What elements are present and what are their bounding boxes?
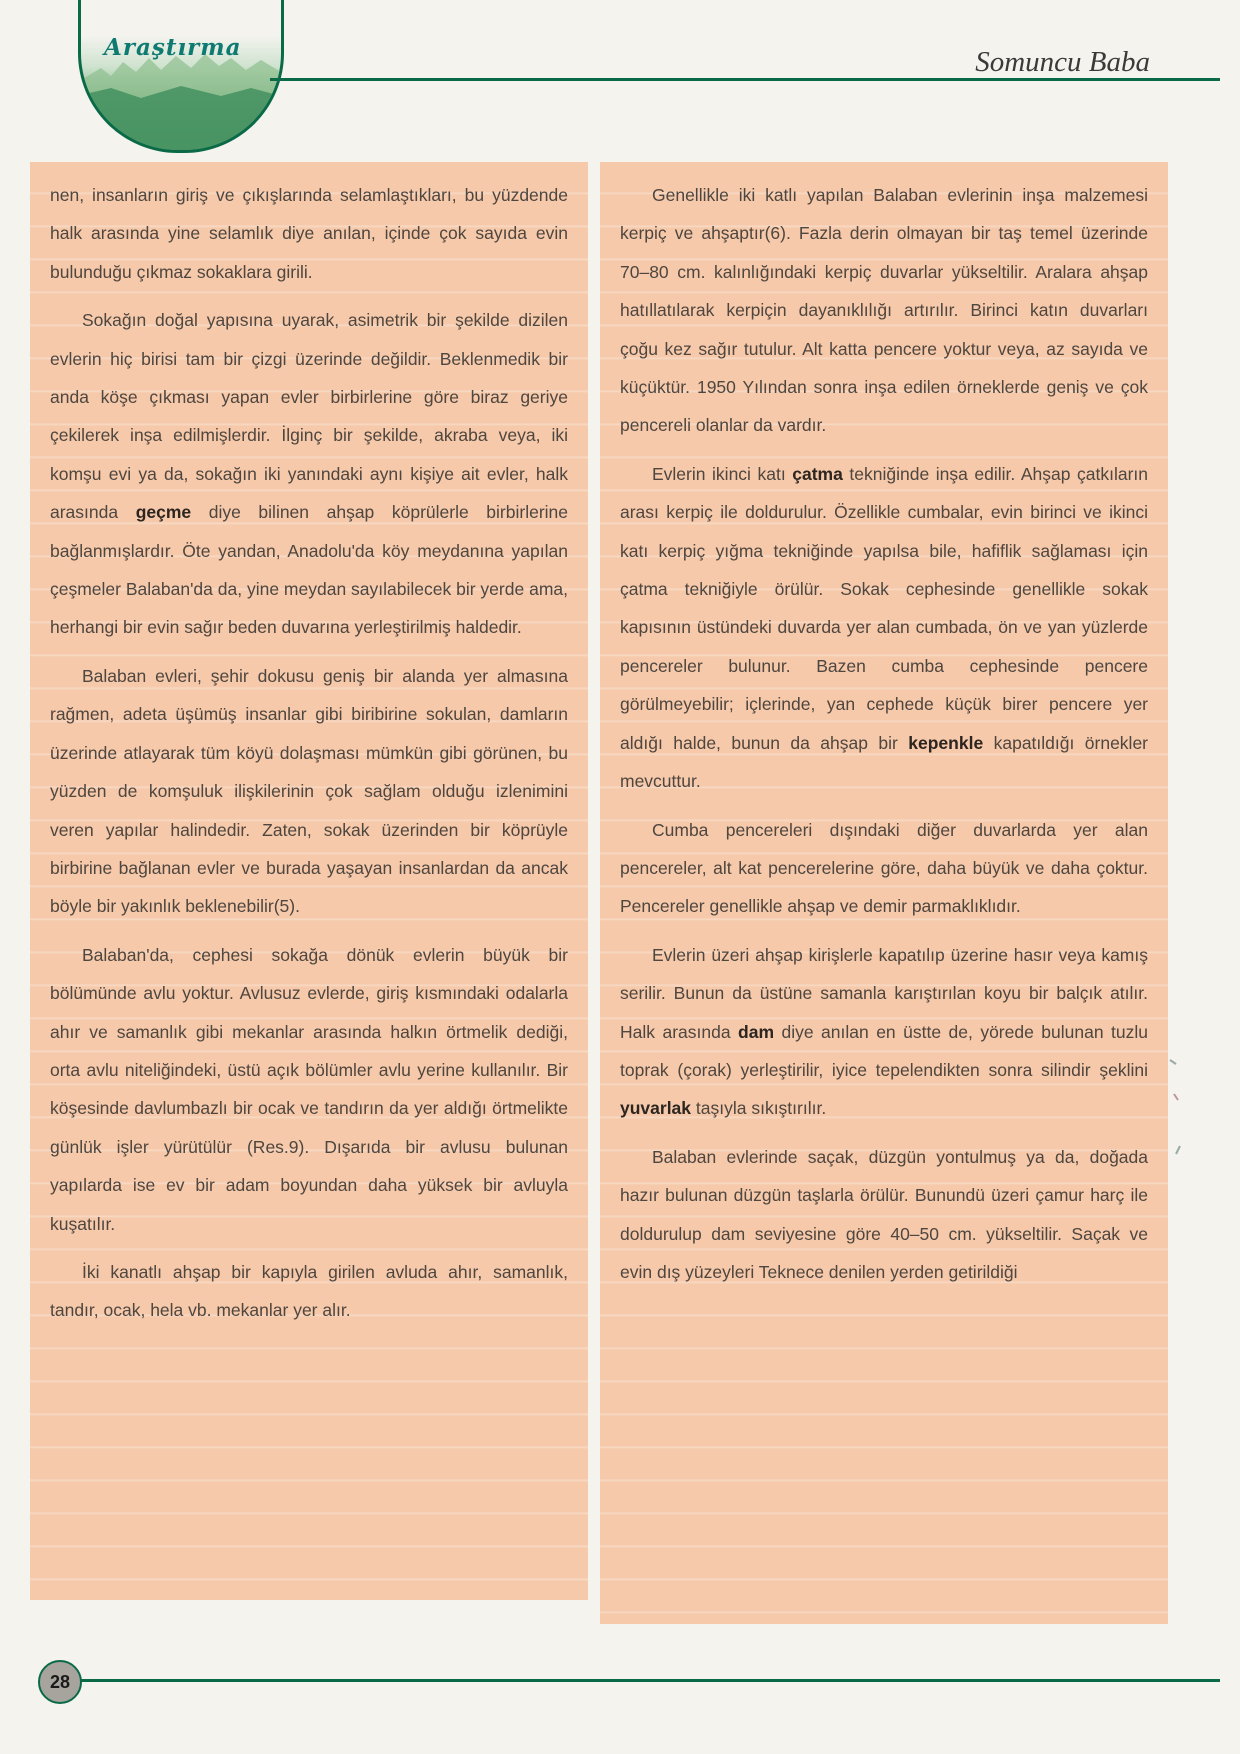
right-text-column	[600, 162, 1168, 1624]
paragraph: Evlerin ikinci katı çatma tekniğinde inşa edilir. Ahşap çatkıların arası kerpiç ile doldurulur. Özellikle cumbalar, evin birinci ve ikinci katı kerpiç yığma tekniğinde yapılsa bile, hafiflik sağlaması için çatma tekniğiyle örülür. Sokak cephesinde genellikle sokak kapısının üstündeki duvarda yer alan cumbada, ön ve yan yüzlerde pencereler bulunur. Bazen cumba cephesinde pencere görülmeyebilir; içlerinde, yan cephede küçük birer pencere yer aldığı halde, bunun da ahşap bir kepenkle kapatıldığı örnekler mevcuttur.	[620, 463, 1149, 792]
section-title: Araştırma	[104, 34, 242, 61]
bold-term: yuvarlak	[620, 1098, 692, 1119]
bold-term: kepenkle	[908, 732, 984, 753]
bold-term: çatma	[792, 463, 843, 484]
paragraph: Sokağın doğal yapısına uyarak, asimetrik bir şekilde dizilen evlerin hiç birisi tam bir çizgi üzerinde değildir. Beklenmedik bir anda köşe çıkması yapan evler birbirlerine göre biraz geriye çekilerek inşa edilmişlerdir. İlginç bir şekilde, akraba veya, iki komşu evi ya da, sokağın iki yanındaki aynı kişiye ait evler, halk arasında geçme diye bilinen ahşap köprülerle birbirlerine bağlanmışlardır. Öte yandan, Anadolu'da köy meydanına yapılan çeşmeler Balaban'da da, yine meydan sayılabilecek bir yerde ama, herhangi bir evin sağır beden duvarına yerleştirilmiş haldedir.	[50, 310, 569, 638]
paragraph: nen, insanların giriş ve çıkışlarında selamlaştıkları, bu yüzdende halk arasında yine selamlık diye anılan, içinde çok sayıda evin bulunduğu çıkmaz sokaklara girili.	[50, 185, 568, 282]
paragraph: Balaban'da, cephesi sokağa dönük evlerin büyük bir bölümünde avlu yoktur. Avlusuz evlerde, giriş kısmındaki odalarla ahır ve samanlık gibi mekanlar arasında halkın örtmelik dediği, orta avlu niteliğindeki, üstü açık bölümler avlu yerine kullanılır. Bir köşesinde davlumbazlı bir ocak ve tandırın da yer aldığı örtmelikte günlük işler yürütülür (Res.9). Dışarıda bir avlusu bulunan yapılarda ise ev bir adam boyundan daha yüksek bir avluyla kuşatılır.	[50, 944, 568, 1234]
bold-term: dam	[738, 1021, 775, 1042]
paragraph: Evlerin üzeri ahşap kirişlerle kapatılıp üzerine hasır veya kamış serilir. Bunun da üstüne samanla karıştırılan koyu bir balçık atılır. Halk arasında dam diye anılan en üstte de, yörede bulunan tuzlu toprak (çorak) yerleştirilir, iyice tepelendikten sonra silindir şeklini yuvarlak taşıyla sıkıştırılır.	[620, 944, 1149, 1119]
bold-term: geçme	[135, 502, 192, 523]
paragraph: Genellikle iki katlı yapılan Balaban evlerinin inşa malzemesi kerpiç ve ahşaptır(6). Fazla derin olmayan bir taş temel üzerinde 70–80 cm. kalınlığındaki kerpiç duvarlar yükseltilir. Aralara ahşap hatıllatılarak kerpiçin dayanıklılığı artırılır. Birinci katın duvarları çoğu kez sağır tutulur. Alt katta pencere yoktur veya, az sayıda ve küçüktür. 1950 Yılından sonra inşa edilen örneklerde geniş ve çok pencereli olanlar da vardır.	[620, 185, 1148, 436]
scan-smudge-marks	[1160, 1050, 1200, 1170]
page-number: 28	[38, 1660, 82, 1704]
footer-rule	[76, 1679, 1220, 1682]
paragraph: Cumba pencereleri dışındaki diğer duvarlarda yer alan pencereler, alt kat pencerelerine göre, daha büyük ve daha çoktur. Pencereler genellikle ahşap ve demir parmaklıklıdır.	[620, 819, 1148, 917]
magazine-name: Somuncu Baba	[975, 46, 1150, 78]
header-emblem	[78, 0, 284, 153]
paragraph: İki kanatlı ahşap bir kapıyla girilen avluda ahır, samanlık, tandır, ocak, hela vb. mekanlar yer alır.	[50, 1261, 568, 1321]
paragraph: Balaban evleri, şehir dokusu geniş bir alanda yer almasına rağmen, adeta üşümüş insanlar gibi biribirine sokulan, damların üzerinde atlayarak tüm köyü dolaşması mümkün gibi görünen, bu yüzden de komşuluk ilişkilerinin çok sağlam olduğu izlenimini veren yapılar halindedir. Zaten, sokak üzerinden bir köprüyle birbirine bağlanan evler ve burada yaşayan insanlardan da ancak böyle bir yakınlık beklenebilir(5).	[50, 665, 568, 917]
left-text-column	[30, 162, 588, 1600]
paragraph: Balaban evlerinde saçak, düzgün yontulmuş ya da, doğada hazır bulunan düzgün taşlarla örülür. Bunundü üzeri çamur harç ile doldurulup dam seviyesine göre 40–50 cm. yükseltilir. Saçak ve evin dış yüzeyleri Teknece denilen yerden getirildiği	[620, 1146, 1148, 1282]
